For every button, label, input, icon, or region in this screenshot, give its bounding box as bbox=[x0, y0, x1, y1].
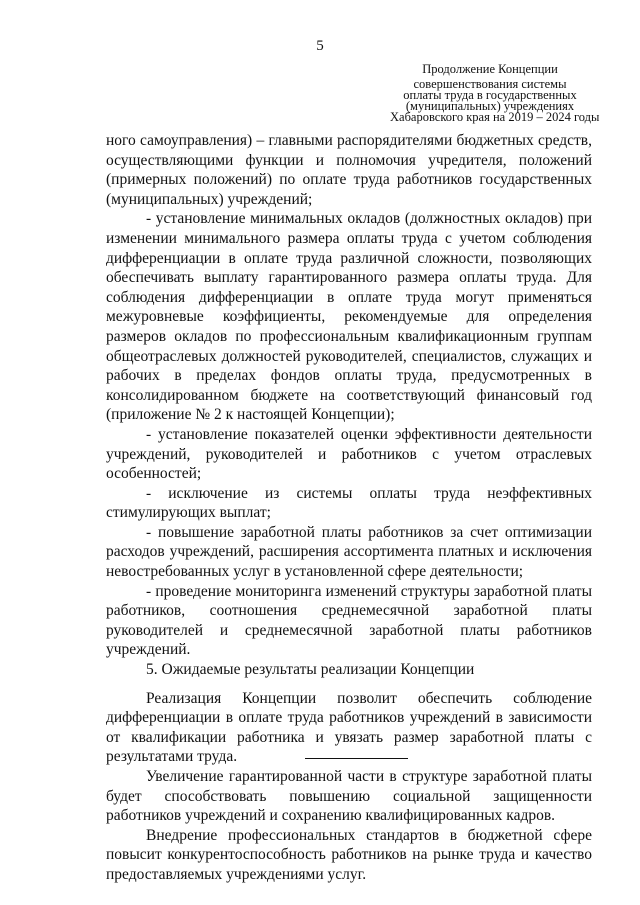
section-heading: 5. Ожидаемые результаты реализации Концепции bbox=[146, 661, 475, 679]
body-paragraph: - установление показателей оценки эффективности деятельности учреждений, руководителей и работников с учетом отраслевых особенностей; bbox=[106, 425, 592, 483]
header-line: Продолжение Концепции bbox=[422, 62, 558, 76]
section-paragraph: Реализация Концепции позволит обеспечить соблюдение дифференциации в оплате труда работников учреждений в зависимости от квалификации работника и увязать размер заработной платы с результатами труда. bbox=[106, 689, 592, 766]
body-paragraph: - повышение заработной платы работников за счет оптимизации расходов учреждений, расширения ассортимента платных и исключения невостребованных услуг в установленной сфере деятельности; bbox=[106, 523, 592, 581]
body-paragraph: - проведение мониторинга изменений структуры заработной платы работников, соотношения среднемесячной заработной платы руководителей и среднемесячной заработной платы работников учреждений. bbox=[106, 582, 592, 659]
header-line: оплаты труда в государственных bbox=[403, 88, 577, 102]
document-header bbox=[390, 62, 600, 124]
section-paragraph: Увеличение гарантированной части в структуре заработной платы будет способствовать повышению социальной защищенности работников учреждений и сохранению квалифицированных кадров. bbox=[106, 768, 592, 825]
document-body bbox=[106, 131, 592, 885]
header-line: совершенствования системы bbox=[413, 77, 567, 91]
section-paragraph: Внедрение профессиональных стандартов в бюджетной сфере повысит конкурентоспособность работников на рынке труда и качество предоставляемых учреждениями услуг. bbox=[106, 826, 592, 883]
body-paragraph: - исключение из системы оплаты труда неэффективных стимулирующих выплат; bbox=[106, 484, 592, 522]
page-number: 5 bbox=[316, 38, 324, 54]
body-paragraph: - установление минимальных окладов (должностных окладов) при изменении минимального размера оплаты труда с учетом соблюдения дифференциации в оплате труда различной сложности, позволяющих обеспечивать выплату гарантированного размера оплаты труда. Для соблюдения дифференциации в оплате труда могут применяться межуровневые коэффициенты, рекомендуемые для определения размеров окладов по профессиональным квалификационным группам общеотраслевых должностей руководителей, специалистов, служащих и рабочих в пределах фондов оплаты труда, предусмотренных в консолидированном бюджете на соответствующий финансовый год (приложение № 2 к настоящей Концепции); bbox=[106, 210, 592, 424]
header-line: (муниципальных) учреждениях bbox=[405, 99, 575, 113]
body-paragraph: ного самоуправления) – главными распорядителями бюджетных средств, осуществляющими функции и полномочия учредителя, положений (примерных положений) по оплате труда работников государственных (муниципальных) учреждений; bbox=[106, 132, 592, 208]
end-of-document-rule bbox=[305, 758, 408, 759]
header-line: Хабаровского края на 2019 – 2024 годы bbox=[390, 110, 600, 124]
